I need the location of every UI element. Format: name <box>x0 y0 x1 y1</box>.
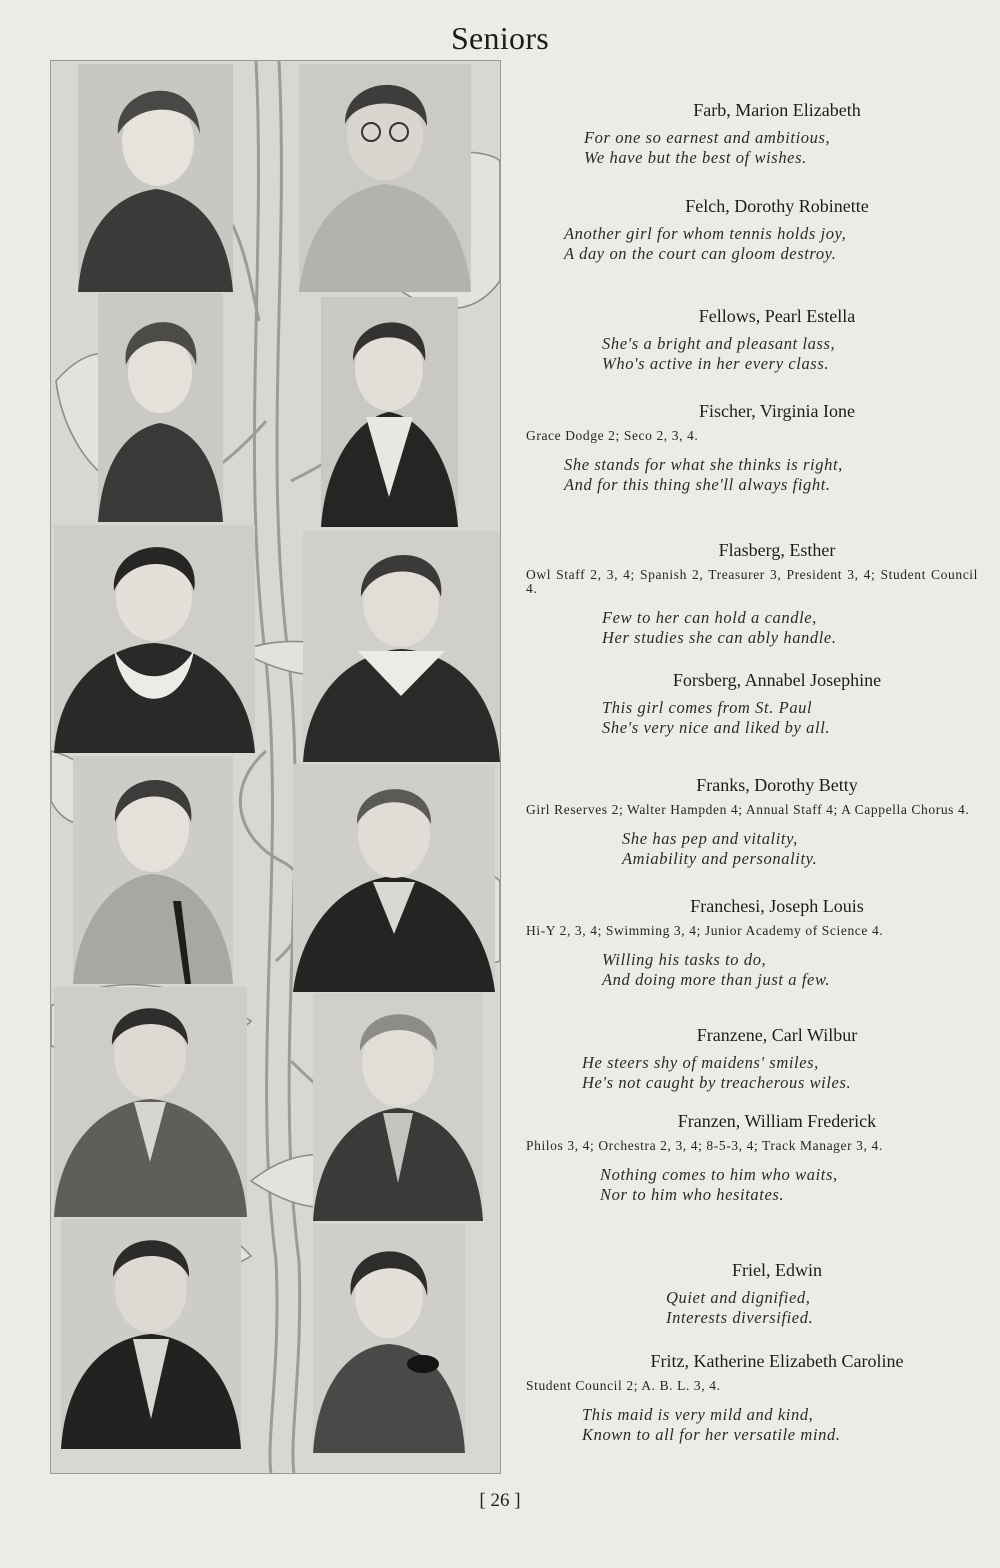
verse-line: Willing his tasks to do, <box>602 950 767 969</box>
student-name: Franzen, William Frederick <box>677 1111 877 1131</box>
activities: Girl Reserves 2; Walter Hampden 4; Annual Staff 4; A Cappella Chorus 4. <box>526 802 970 817</box>
activities: Grace Dodge 2; Seco 2, 3, 4. <box>526 428 699 443</box>
verse-line: Few to her can hold a candle, <box>602 608 817 627</box>
senior-entry <box>526 1351 978 1444</box>
senior-entry <box>526 100 978 167</box>
verse-line: Another girl for whom tennis holds joy, <box>564 224 847 243</box>
portrait-farb <box>78 64 233 292</box>
activities: Hi-Y 2, 3, 4; Swimming 3, 4; Junior Academy of Science 4. <box>526 923 884 938</box>
verse-line: She has pep and vitality, <box>622 829 798 848</box>
student-name: Flasberg, Esther <box>718 540 836 560</box>
verse-line: He steers shy of maidens' smiles, <box>582 1053 819 1072</box>
senior-entry <box>526 1260 978 1327</box>
portrait-fischer <box>321 297 458 527</box>
portrait-forsberg <box>303 531 500 762</box>
verse-line: This girl comes from St. Paul <box>602 698 813 717</box>
portrait-franzen <box>313 993 483 1221</box>
verse-line: He's not caught by treacherous wiles. <box>582 1072 852 1092</box>
verse-line: She stands for what she thinks is right, <box>564 455 843 474</box>
senior-entry <box>526 306 978 373</box>
senior-entry <box>526 401 978 494</box>
verse-line: Nothing comes to him who waits, <box>600 1165 838 1184</box>
verse-line: We have but the best of wishes. <box>584 147 807 167</box>
verse-line: Amiability and personality. <box>622 848 818 868</box>
senior-entry <box>526 540 978 647</box>
verse-line: Her studies she can ably handle. <box>602 627 837 647</box>
student-name: Forsberg, Annabel Josephine <box>672 670 882 690</box>
senior-entry <box>526 775 978 868</box>
verse <box>526 1165 978 1204</box>
verse-line: And doing more than just a few. <box>602 969 831 989</box>
verse <box>526 829 978 868</box>
student-name: Fellows, Pearl Estella <box>698 306 856 326</box>
verse-line: Known to all for her versatile mind. <box>582 1424 841 1444</box>
portrait-flasberg <box>54 525 255 753</box>
verse <box>526 455 978 494</box>
verse-line: A day on the court can gloom destroy. <box>564 243 837 263</box>
verse-line: She's very nice and liked by all. <box>602 717 831 737</box>
verse <box>526 608 978 647</box>
portrait-friel <box>61 1219 241 1449</box>
student-name: Franzene, Carl Wilbur <box>696 1025 858 1045</box>
verse-line: She's a bright and pleasant lass, <box>602 334 836 353</box>
verse-line: And for this thing she'll always fight. <box>564 474 831 494</box>
page-number: [ 26 ] <box>479 1490 521 1511</box>
portrait-fritz <box>313 1224 465 1453</box>
student-name: Fischer, Virginia Ione <box>698 401 855 421</box>
verse <box>526 128 978 167</box>
activities: Philos 3, 4; Orchestra 2, 3, 4; 8-5-3, 4; Track Manager 3, 4. <box>526 1138 883 1153</box>
verse-line: Who's active in her every class. <box>602 353 830 373</box>
verse-line: For one so earnest and ambitious, <box>584 128 831 147</box>
verse <box>526 334 978 373</box>
senior-entry <box>526 196 978 263</box>
student-name: Franks, Dorothy Betty <box>696 775 858 795</box>
page-title: Seniors <box>450 20 550 56</box>
portrait-fellows <box>98 293 223 522</box>
senior-entry <box>526 896 978 989</box>
verse-line: Interests diversified. <box>666 1307 814 1327</box>
verse <box>526 1053 978 1092</box>
activities: Owl Staff 2, 3, 4; Spanish 2, Treasurer 3, President 3, 4; Student Council 4. <box>526 567 978 596</box>
portrait-felch <box>299 64 471 292</box>
senior-entry <box>526 670 978 737</box>
portrait-franchesi <box>293 764 495 992</box>
verse-line: Quiet and dignified, <box>666 1288 811 1307</box>
verse-line: Nor to him who hesitates. <box>600 1184 785 1204</box>
student-name: Franchesi, Joseph Louis <box>690 896 864 916</box>
activities: Student Council 2; A. B. L. 3, 4. <box>526 1378 721 1393</box>
senior-entry <box>526 1111 978 1204</box>
student-name: Friel, Edwin <box>732 1260 822 1280</box>
verse <box>526 1288 978 1327</box>
verse-line: This maid is very mild and kind, <box>582 1405 814 1424</box>
student-name: Farb, Marion Elizabeth <box>693 100 861 120</box>
student-name: Fritz, Katherine Elizabeth Caroline <box>650 1351 904 1371</box>
verse <box>526 950 978 989</box>
student-name: Felch, Dorothy Robinette <box>685 196 869 216</box>
verse <box>526 1405 978 1444</box>
portrait-franzene <box>54 987 247 1217</box>
senior-entry <box>526 1025 978 1092</box>
portrait-panel <box>50 60 501 1474</box>
verse <box>526 224 978 263</box>
verse <box>526 698 978 737</box>
portrait-franks <box>73 756 233 984</box>
